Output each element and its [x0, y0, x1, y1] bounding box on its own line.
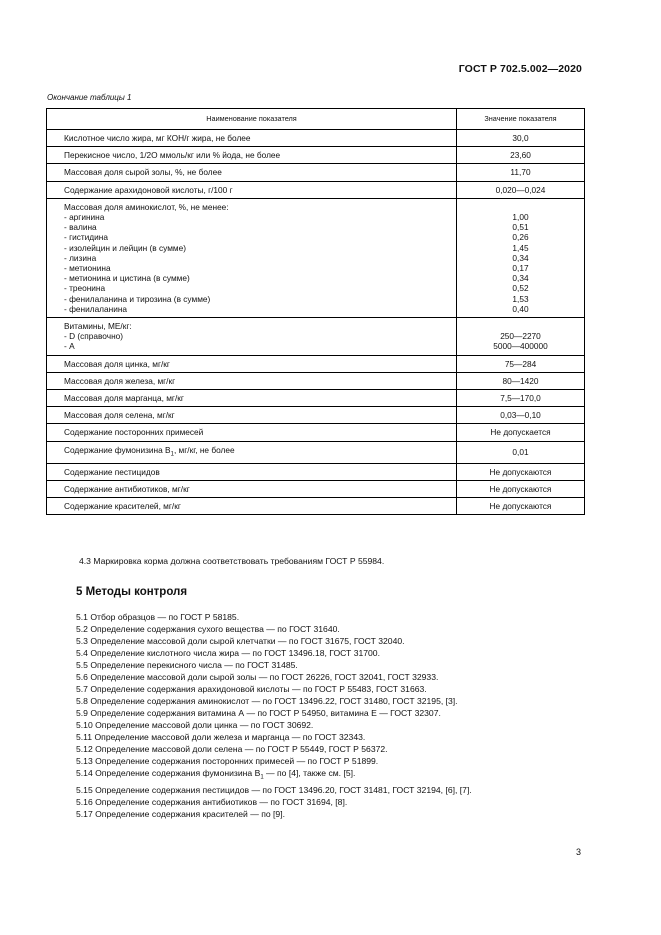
- method-item: 5.1 Отбор образцов — по ГОСТ Р 58185.: [76, 612, 240, 622]
- amino-item-name: - фенилаланина: [64, 303, 128, 314]
- table-row: [47, 372, 585, 389]
- table-row: [47, 355, 585, 372]
- amino-item-value: 1,45: [512, 242, 529, 253]
- column-header-name: Наименование показателя: [47, 109, 457, 130]
- method-item: 5.12 Определение массовой доли селена — по ГОСТ Р 55449, ГОСТ Р 56372.: [76, 744, 388, 754]
- method-item: 5.16 Определение содержания антибиотиков — по ГОСТ 31694, [8].: [76, 796, 348, 807]
- amino-item-value: 0,17: [512, 263, 529, 274]
- method-fumonisin-text: 5.14 Определение содержания фумонизина В: [76, 768, 261, 778]
- row-name: Содержание красителей, мг/кг: [47, 497, 457, 514]
- amino-item-value: 1,53: [512, 293, 529, 304]
- table-caption: Окончание таблицы 1: [47, 93, 132, 102]
- amino-item-name: - гистидина: [64, 232, 108, 243]
- method-item-fumonisin: [76, 767, 472, 784]
- amino-item-value: 0,52: [512, 283, 529, 294]
- method-item: 5.5 Определение перекисного числа — по ГОСТ 31485.: [76, 660, 298, 670]
- row-value: Не допускается: [457, 424, 585, 441]
- amino-item-name: - валина: [64, 222, 97, 233]
- row-name: Содержание пестицидов: [47, 463, 457, 480]
- table-row: [47, 463, 585, 480]
- method-item: 5.2 Определение содержания сухого вещества — по ГОСТ 31640.: [76, 624, 340, 634]
- table-row: [47, 181, 585, 198]
- amino-item-name: - фенилаланина и тирозина (в сумме): [64, 293, 211, 304]
- row-name: Содержание антибиотиков, мг/кг: [47, 480, 457, 497]
- table-row-vitamins: [47, 318, 585, 356]
- method-item: 5.13 Определение содержания посторонних примесей — по ГОСТ Р 51899.: [76, 756, 379, 766]
- amino-item-name: - аргинина: [64, 212, 105, 223]
- table-header-row: [47, 109, 585, 130]
- row-name: Массовая доля селена, мг/кг: [47, 407, 457, 424]
- method-item: 5.11 Определение массовой доли железа и марганца — по ГОСТ 32343.: [76, 732, 366, 742]
- method-item: 5.15 Определение содержания пестицидов — по ГОСТ 13496.20, ГОСТ 31481, ГОСТ 32194, [6], [7].: [76, 784, 472, 795]
- vitamins-values: [457, 318, 585, 356]
- row-value: 11,70: [457, 164, 585, 181]
- fumonisin-name-suffix: , мг/кг, не более: [173, 444, 235, 455]
- row-value: 23,60: [457, 147, 585, 164]
- amino-item-value: 0,26: [512, 232, 529, 243]
- methods-list: [76, 611, 472, 820]
- amino-item-name: - изолейцин и лейцин (в сумме): [64, 242, 186, 253]
- row-name: Содержание арахидоновой кислоты, г/100 г: [47, 181, 457, 198]
- method-item: 5.7 Определение содержания арахидоновой кислоты — по ГОСТ Р 55483, ГОСТ 31663.: [76, 684, 427, 694]
- amino-item-name: - метионина и цистина (в сумме): [64, 273, 190, 284]
- row-name: Массовая доля марганца, мг/кг: [47, 390, 457, 407]
- amino-item-value: 1,00: [512, 212, 529, 223]
- row-name: Кислотное число жира, мг КОН/г жира, не более: [47, 130, 457, 147]
- table-row: [47, 147, 585, 164]
- amino-item-name: - треонина: [64, 283, 106, 294]
- row-value: Не допускаются: [457, 463, 585, 480]
- row-value: 0,03—0,10: [457, 407, 585, 424]
- table-row: [47, 407, 585, 424]
- method-item: 5.4 Определение кислотного числа жира — по ГОСТ 13496.18, ГОСТ 31700.: [76, 648, 380, 658]
- fumonisin-subscript: 1: [170, 451, 174, 458]
- table-row: [47, 390, 585, 407]
- amino-item-name: - метионина: [64, 263, 111, 274]
- amino-item-value: 0,51: [512, 222, 529, 233]
- row-name: Массовая доля цинка, мг/кг: [47, 355, 457, 372]
- method-item: 5.3 Определение массовой доли сырой клетчатки — по ГОСТ 31675, ГОСТ 32040.: [76, 636, 405, 646]
- method-item: 5.8 Определение содержания аминокислот — по ГОСТ 13496.22, ГОСТ 31480, ГОСТ 32195, [3].: [76, 696, 458, 706]
- method-item: 5.10 Определение массовой доли цинка — по ГОСТ 30692.: [76, 720, 314, 730]
- amino-item-value: 0,40: [512, 303, 529, 314]
- row-value: 7,5—170,0: [457, 390, 585, 407]
- amino-item-value: 0,34: [512, 273, 529, 284]
- fumonisin-name-text: Содержание фумонизина В: [64, 444, 171, 455]
- column-header-value: Значение показателя: [457, 109, 585, 130]
- amino-acids-title: Массовая доля аминокислот, %, не менее:: [64, 201, 229, 212]
- table-row: [47, 480, 585, 497]
- vitamin-item-value: 5000—400000: [493, 341, 548, 352]
- row-value: Не допускаются: [457, 480, 585, 497]
- method-fumonisin-subscript: 1: [260, 774, 264, 781]
- labeling-note: 4.3 Маркировка корма должна соответствовать требованиям ГОСТ Р 55984.: [79, 556, 385, 566]
- row-value: 0,020—0,024: [457, 181, 585, 198]
- row-value: 75—284: [457, 355, 585, 372]
- table-row: [47, 497, 585, 514]
- row-value: 30,0: [457, 130, 585, 147]
- row-name: Содержание посторонних примесей: [47, 424, 457, 441]
- page-number: 3: [575, 847, 581, 857]
- method-fumonisin-suffix: — по [4], также см. [5].: [263, 768, 356, 778]
- amino-item-value: 0,34: [512, 252, 529, 263]
- specification-table: [46, 108, 585, 515]
- fumonisin-name: [47, 441, 457, 463]
- table-row: [47, 424, 585, 441]
- vitamin-item-name: - D (справочно): [64, 331, 124, 342]
- row-value: Не допускаются: [457, 497, 585, 514]
- method-item: 5.17 Определение содержания красителей — по [9].: [76, 808, 285, 819]
- vitamin-item-value: 250—2270: [500, 331, 541, 342]
- method-item: 5.6 Определение массовой доли сырой золы — по ГОСТ 26226, ГОСТ 32041, ГОСТ 32933.: [76, 672, 439, 682]
- vitamins-names: [47, 318, 457, 356]
- section-title: 5 Методы контроля: [76, 586, 188, 598]
- table-row: [47, 164, 585, 181]
- row-name: Перекисное число, 1/2О ммоль/кг или % йода, не более: [47, 147, 457, 164]
- row-name: Массовая доля сырой золы, %, не более: [47, 164, 457, 181]
- table-row-amino-acids: [47, 198, 585, 317]
- row-value: 0,01: [457, 441, 585, 463]
- vitamin-item-name: - А: [64, 341, 75, 352]
- table-row-fumonisin: [47, 441, 585, 463]
- vitamins-title: Витамины, МЕ/кг:: [64, 321, 132, 332]
- standard-header: ГОСТ Р 702.5.002—2020: [458, 63, 582, 75]
- amino-item-name: - лизина: [64, 252, 97, 263]
- table-row: [47, 130, 585, 147]
- row-value: 80—1420: [457, 372, 585, 389]
- amino-acids-values: [457, 198, 585, 317]
- row-name: Массовая доля железа, мг/кг: [47, 372, 457, 389]
- amino-acids-names: [47, 198, 457, 317]
- method-item: 5.9 Определение содержания витамина А — по ГОСТ Р 54950, витамина Е — ГОСТ 32307.: [76, 708, 441, 718]
